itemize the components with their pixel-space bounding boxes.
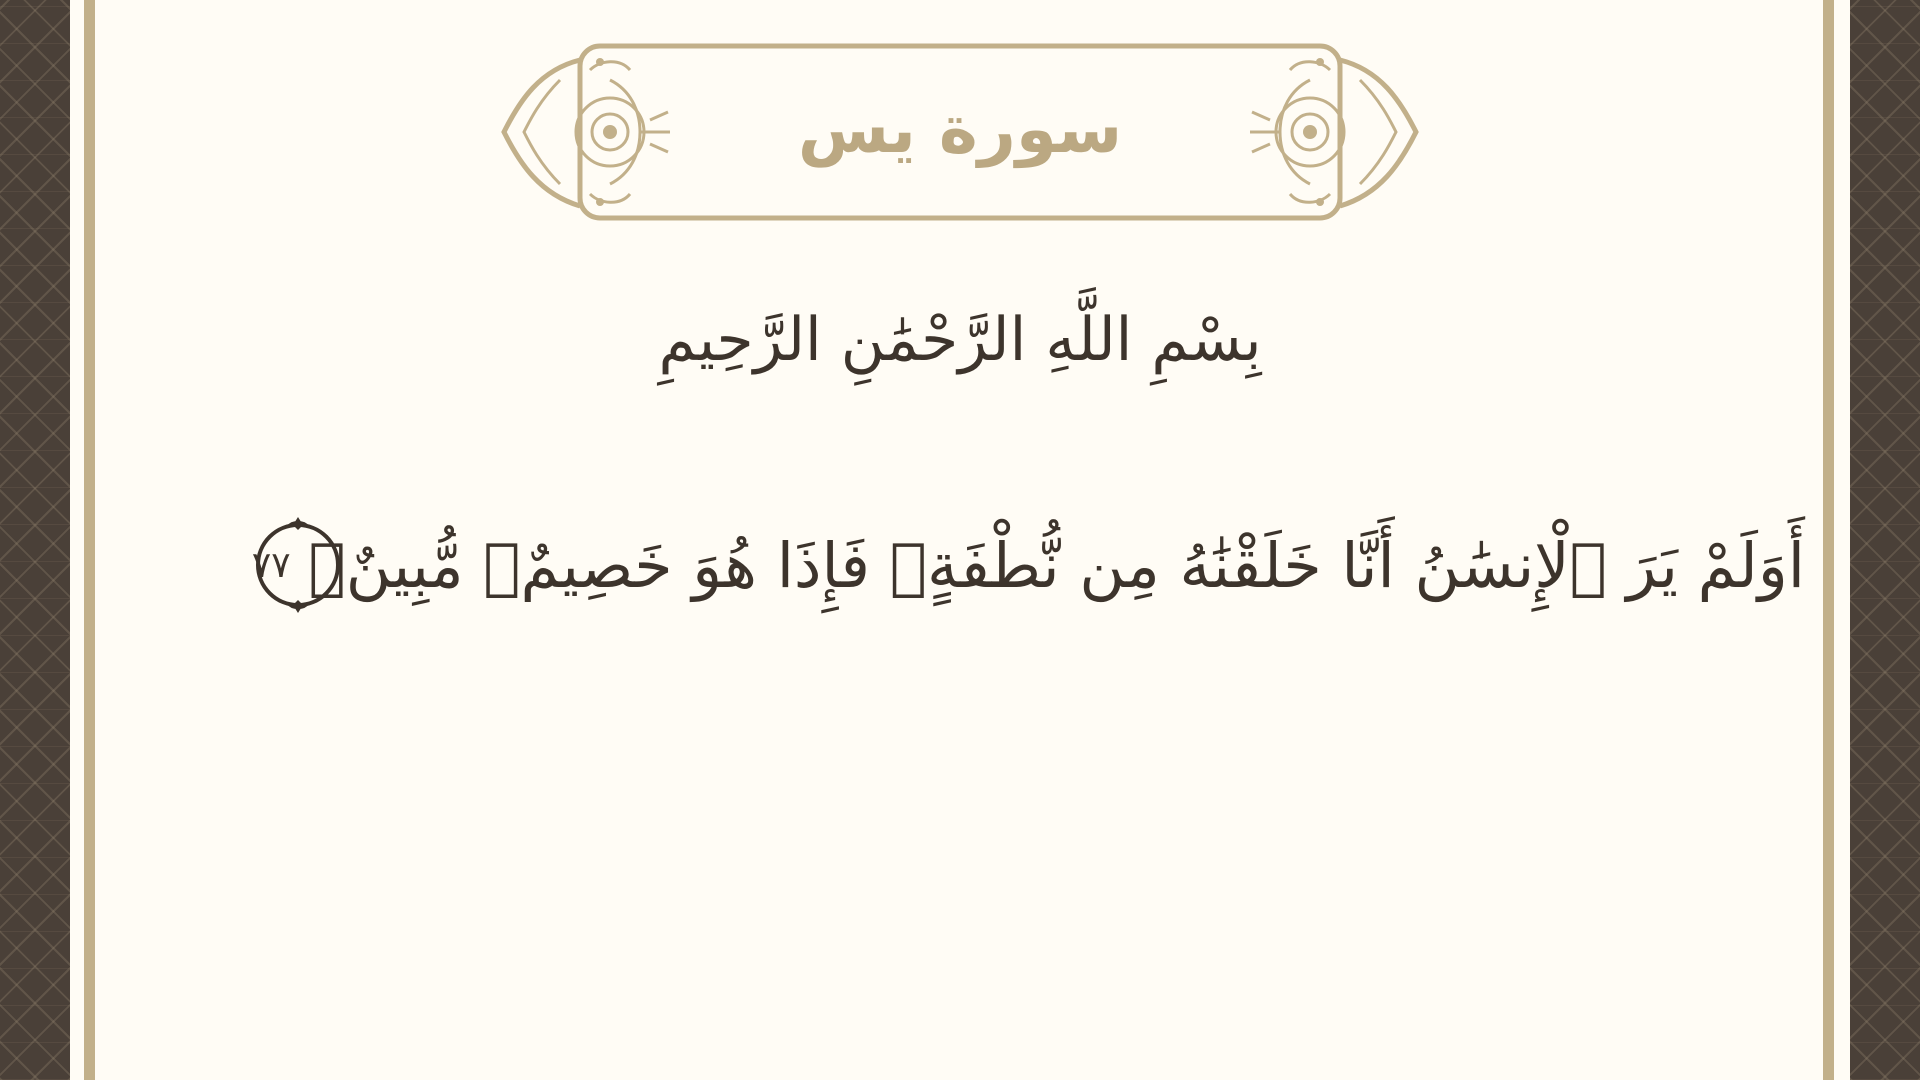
verse-line — [251, 500, 1805, 630]
ayah-end-marker — [252, 517, 291, 613]
left-gold-rule — [84, 0, 95, 1080]
ayah-number: ٧٧ — [251, 544, 291, 586]
right-gold-rule — [1823, 0, 1834, 1080]
left-ornamental-border — [0, 0, 70, 1080]
right-ornamental-border — [1850, 0, 1920, 1080]
basmala: بِسْمِ اللَّهِ الرَّحْمَٰنِ الرَّحِيمِ — [658, 305, 1262, 375]
verse-text: أَوَلَمْ يَرَ ٱلْإِنسَٰنُ أَنَّا خَلَقْنَٰهُ مِن نُّطْفَةٍۢ فَإِذَا هُوَ خَصِيمٌۭ مُّبِينٌۭ — [308, 528, 1805, 602]
surah-title-cartouche — [500, 40, 1420, 230]
surah-title: سورة يس — [797, 90, 1123, 168]
